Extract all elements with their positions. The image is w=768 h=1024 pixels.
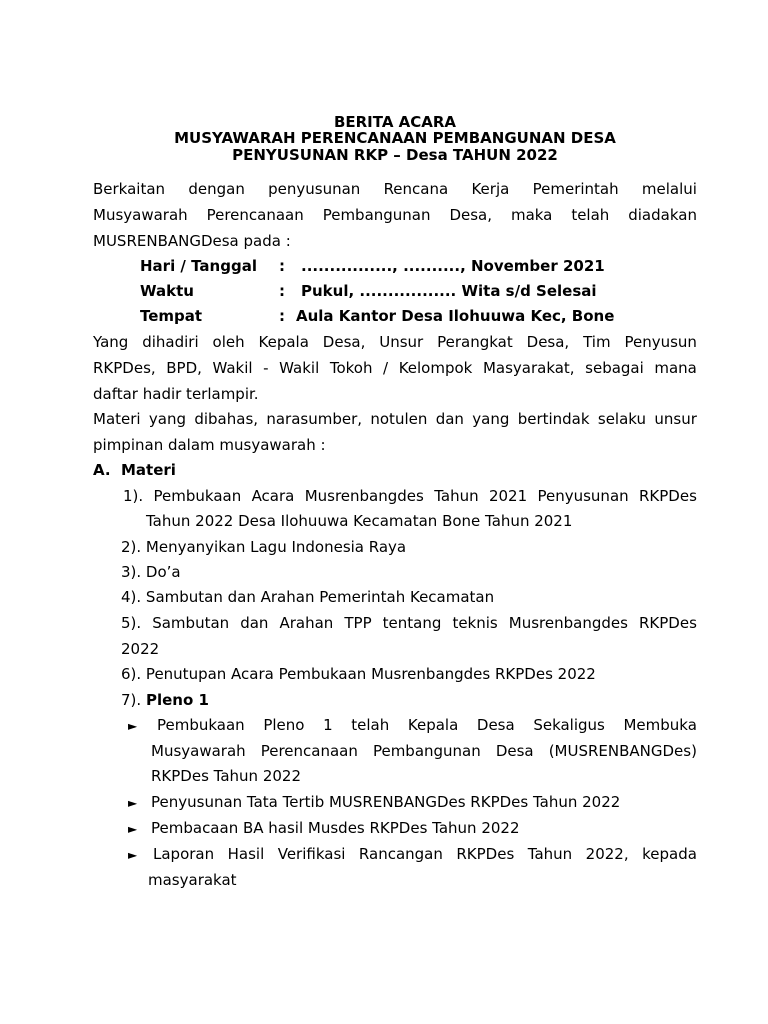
- bullet-item-1-line-1: Pembukaan Pleno 1 telah Kepala Desa Sekaligus Membuka: [157, 716, 697, 734]
- list-item-5-line-2: 2022: [121, 640, 160, 658]
- bullet-item-4-line-1: Laporan Hasil Verifikasi Rancangan RKPDes Tahun 2022, kepada: [153, 845, 697, 863]
- bullet-arrow-icon: ►: [128, 848, 138, 862]
- bullet-item-2: Penyusunan Tata Tertib MUSRENBANGDes RKPDes Tahun 2022: [151, 793, 621, 811]
- intro-line-2: Musyawarah Perencanaan Pembangunan Desa, maka telah diadakan: [93, 206, 697, 224]
- detail-sep-date: :: [279, 257, 285, 275]
- list-item-4: 4). Sambutan dan Arahan Pemerintah Kecamatan: [121, 588, 495, 606]
- bullet-item-1-line-3: RKPDes Tahun 2022: [151, 767, 301, 785]
- list-item-5-line-1: 5). Sambutan dan Arahan TPP tentang teknis Musrenbangdes RKPDes: [121, 614, 697, 632]
- list-item-3: 3). Do’a: [121, 563, 181, 581]
- section-a-letter: A.: [93, 461, 111, 479]
- attendance-line-3: daftar hadir terlampir.: [93, 385, 259, 403]
- detail-sep-time: :: [279, 282, 285, 300]
- intro-line-1: Berkaitan dengan penyusunan Rencana Kerja Pemerintah melalui: [93, 180, 697, 198]
- title-line-2: MUSYAWARAH PERENCANAAN PEMBANGUNAN DESA: [174, 129, 616, 147]
- detail-sep-place: :: [279, 307, 285, 325]
- materi-intro-line-1: Materi yang dibahas, narasumber, notulen dan yang bertindak selaku unsur: [93, 410, 697, 428]
- list-item-7-title: Pleno 1: [146, 691, 209, 709]
- title-line-1: BERITA ACARA: [333, 113, 457, 131]
- detail-value-place: Aula Kantor Desa Ilohuuwa Kec, Bone: [296, 307, 615, 325]
- list-item-1-line-2: Tahun 2022 Desa Ilohuuwa Kecamatan Bone Tahun 2021: [146, 512, 573, 530]
- list-item-6: 6). Penutupan Acara Pembukaan Musrenbangdes RKPDes 2022: [121, 665, 596, 683]
- bullet-item-4-line-2: masyarakat: [148, 871, 237, 889]
- attendance-line-1: Yang dihadiri oleh Kepala Desa, Unsur Perangkat Desa, Tim Penyusun: [93, 333, 697, 351]
- bullet-item-1-line-2: Musyawarah Perencanaan Pembangunan Desa (MUSRENBANGDes): [151, 742, 697, 760]
- materi-intro-line-2: pimpinan dalam musyawarah :: [93, 436, 326, 454]
- bullet-arrow-icon: ►: [128, 822, 138, 836]
- detail-label-place: Tempat: [140, 307, 203, 325]
- bullet-arrow-icon: ►: [128, 719, 138, 733]
- detail-value-date: ................, .........., November 2021: [301, 257, 605, 275]
- bullet-item-3: Pembacaan BA hasil Musdes RKPDes Tahun 2022: [151, 819, 520, 837]
- intro-line-3: MUSRENBANGDesa pada :: [93, 232, 291, 250]
- detail-value-time: Pukul, ................. Wita s/d Selesai: [301, 282, 597, 300]
- bullet-arrow-icon: ►: [128, 796, 138, 810]
- section-a-title: Materi: [121, 461, 176, 479]
- detail-label-date: Hari / Tanggal: [140, 257, 257, 275]
- detail-label-time: Waktu: [140, 282, 194, 300]
- list-item-7-number: 7).: [121, 691, 142, 709]
- list-item-2: 2). Menyanyikan Lagu Indonesia Raya: [121, 538, 407, 556]
- attendance-line-2: RKPDes, BPD, Wakil - Wakil Tokoh / Kelompok Masyarakat, sebagai mana: [93, 359, 697, 377]
- title-line-3: PENYUSUNAN RKP – Desa TAHUN 2022: [232, 146, 558, 164]
- list-item-1-line-1: 1). Pembukaan Acara Musrenbangdes Tahun 2021 Penyusunan RKPDes: [123, 487, 697, 505]
